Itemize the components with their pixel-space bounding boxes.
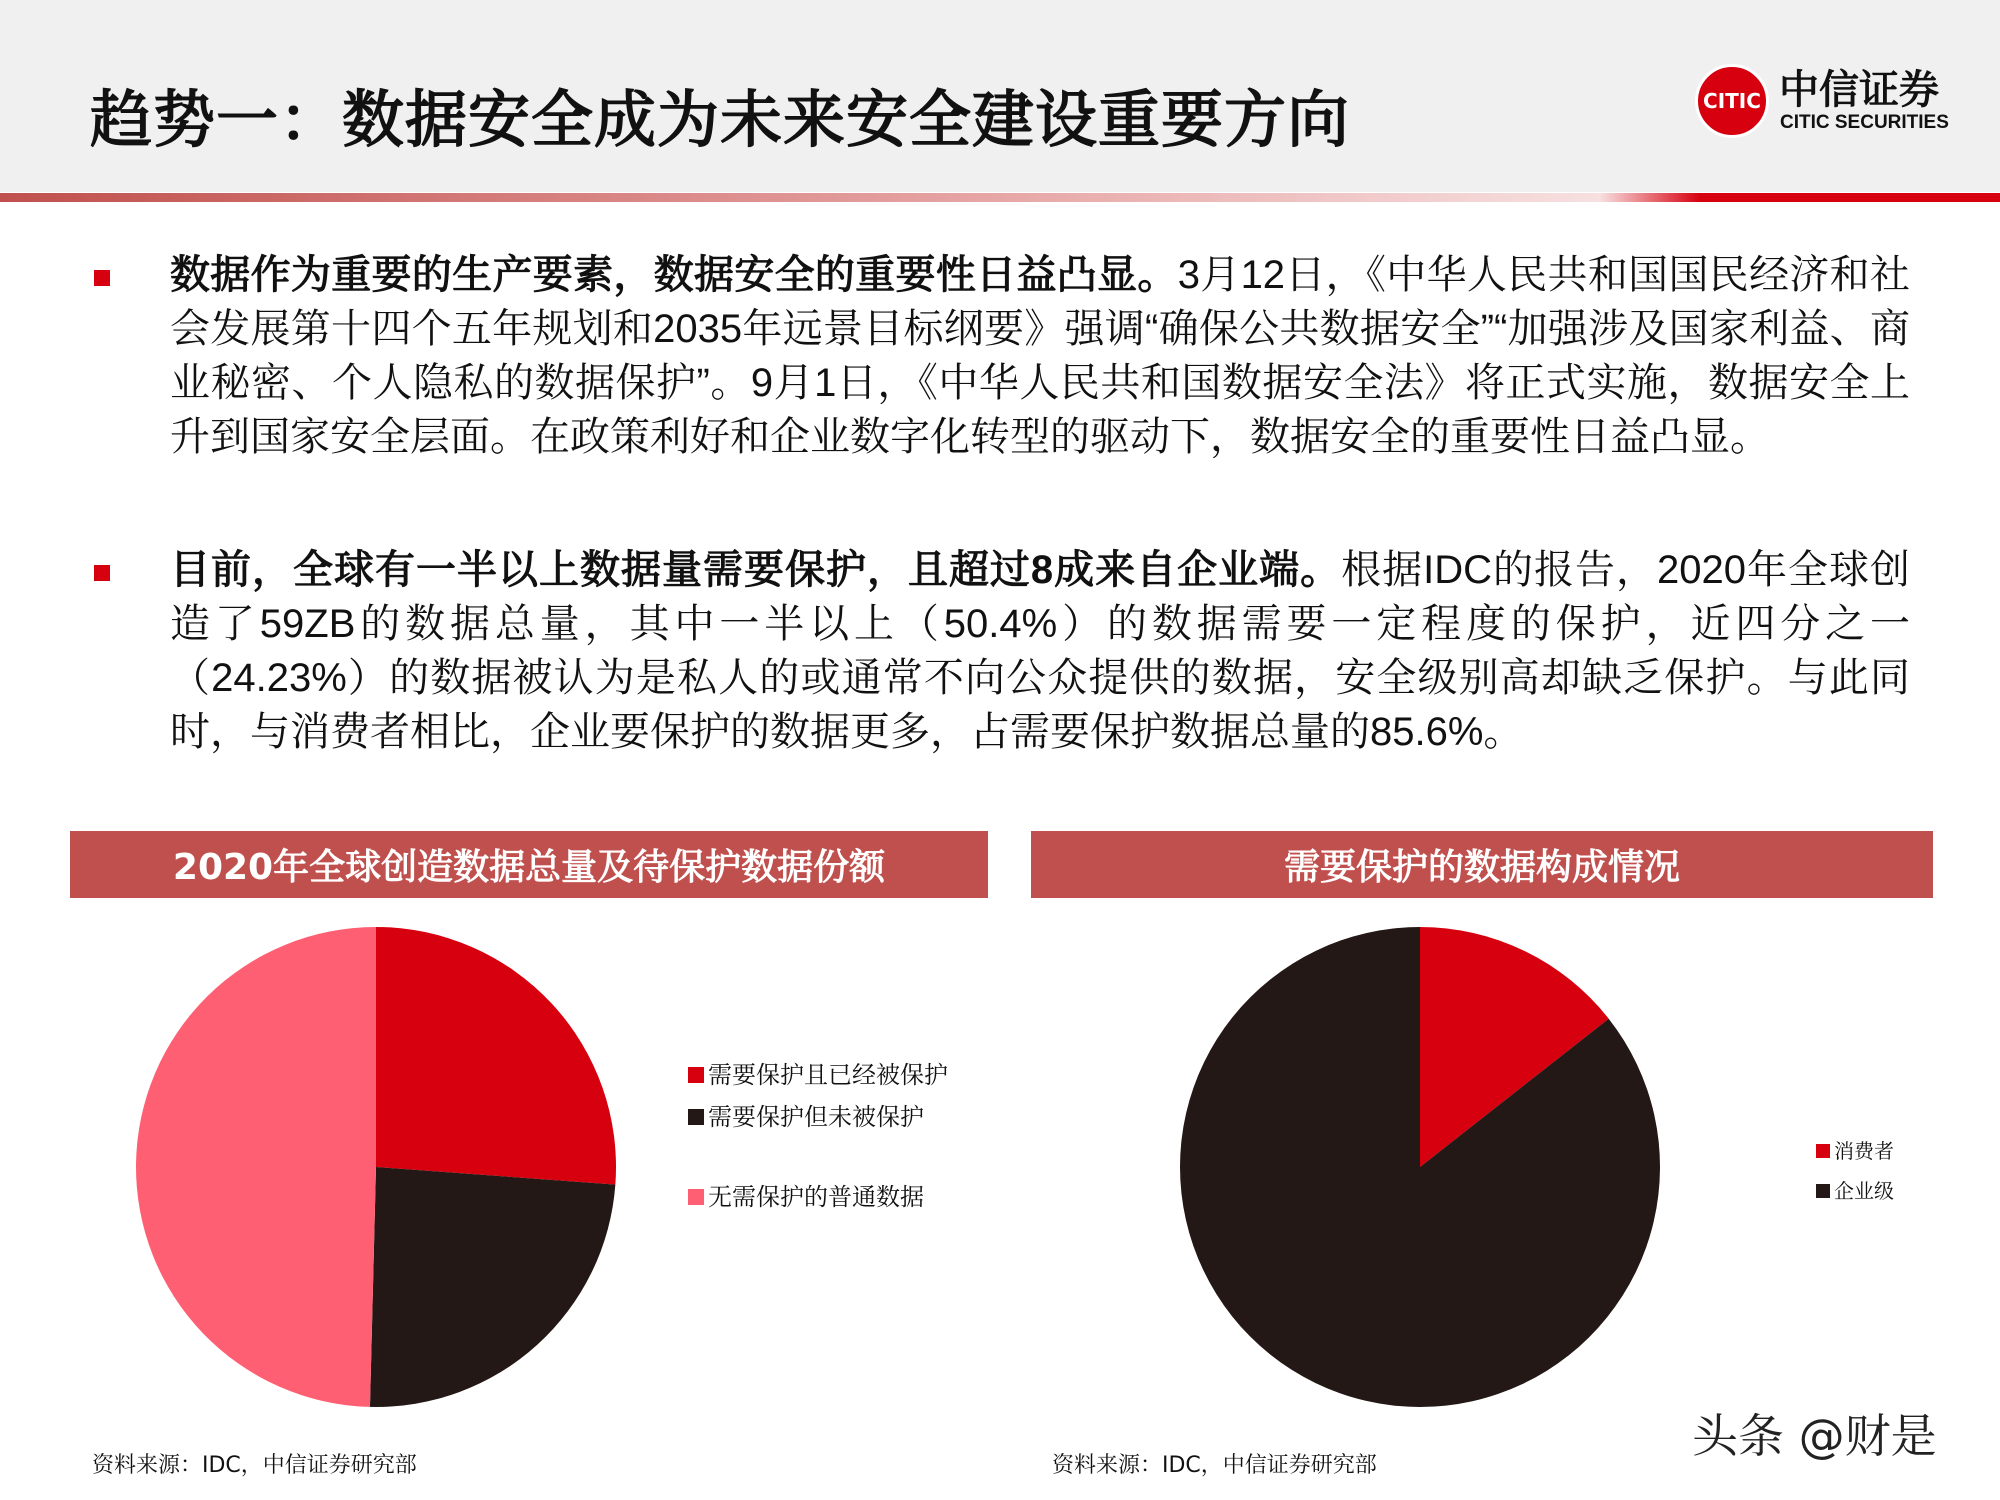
legend-swatch [1816, 1184, 1830, 1198]
paragraph-2-lead: 目前，全球有一半以上数据量需要保护，且超过8成来自企业端。 [170, 548, 1342, 592]
chart-1-title: 2020年全球创造数据总量及待保护数据份额 [70, 831, 988, 898]
legend-swatch [688, 1189, 704, 1205]
legend-swatch [688, 1067, 704, 1083]
chart-2-source: 资料来源：IDC，中信证券研究部 [1052, 1453, 1377, 1478]
citic-logo-icon: CITIC [1695, 64, 1769, 138]
legend-label: 企业级 [1834, 1179, 1894, 1203]
pie-slice-需要保护且已经被保护 [376, 927, 616, 1185]
chart-1-legend [688, 1058, 968, 1214]
paragraph-1-text: 3月12日，《中华人民共和国国民经济和社会发展第十四个五年规划和2035年远景目标纲要》强调“确保公共数据安全”“加强涉及国家利益、商业秘密、个人隐私的数据保护”。9月1日，《中华人民共和国数据安全法》将正式实施，数据安全上升到国家安全层面。在政策利好和企业数字化转型的驱动下，数据安全的重要性日益凸显。 [170, 253, 1910, 459]
chart-2-legend [1816, 1131, 1894, 1211]
chart-1-source: 资料来源：IDC，中信证券研究部 [92, 1453, 417, 1478]
page-title: 趋势一：数据安全成为未来安全建设重要方向 [90, 83, 1351, 156]
watermark: 头条 @财是 [1692, 1409, 1937, 1463]
pie-chart-2 [1180, 927, 1660, 1407]
pie-slice-需要保护但未被保护 [370, 1167, 615, 1407]
legend-item [1816, 1131, 1894, 1171]
legend-swatch [688, 1109, 704, 1125]
legend-label: 无需保护的普通数据 [708, 1183, 924, 1211]
legend-label: 需要保护且已经被保护 [708, 1061, 948, 1089]
legend-item [688, 1100, 968, 1134]
legend-item [1816, 1171, 1894, 1211]
legend-swatch [1816, 1144, 1830, 1158]
logo-en: CITIC SECURITIES [1780, 112, 1949, 133]
paragraph-1-lead: 数据作为重要的生产要素，数据安全的重要性日益凸显。 [170, 253, 1178, 297]
pie-chart-1 [136, 927, 616, 1407]
chart-2-title: 需要保护的数据构成情况 [1031, 831, 1933, 898]
pie-slice-无需保护的普通数据 [136, 927, 376, 1407]
legend-label: 消费者 [1834, 1139, 1894, 1163]
paragraph-2-text: 根据IDC的报告，2020年全球创造了59ZB的数据总量，其中一半以上（50.4%）的数据需要一定程度的保护，近四分之一（24.23%）的数据被认为是私人的或通常不向公众提供的数据，安全级别高却缺乏保护。与此同时，与消费者相比，企业要保护的数据更多，占需要保护数据总量的85.6%。 [170, 548, 1910, 754]
legend-item [688, 1058, 968, 1092]
logo-cn: 中信证券 [1779, 66, 1939, 113]
legend-item [688, 1180, 968, 1214]
legend-label: 需要保护但未被保护 [708, 1103, 924, 1131]
